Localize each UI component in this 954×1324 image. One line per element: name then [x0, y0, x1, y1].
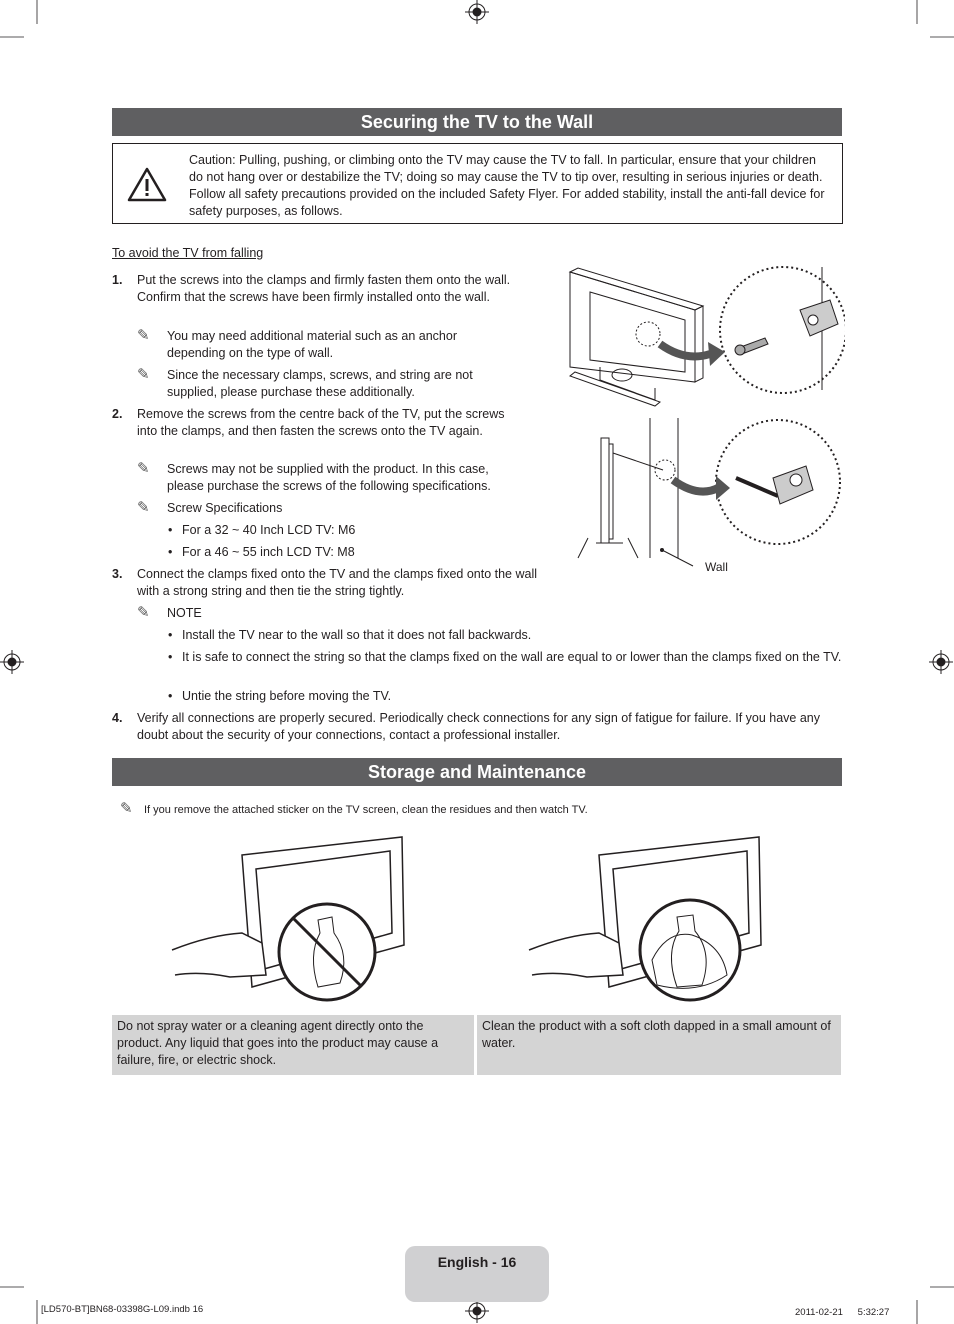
registration-mark-left [0, 650, 24, 674]
caution-text [189, 152, 829, 220]
note-icon: ✎ [137, 460, 150, 477]
bullet-icon: • [168, 689, 173, 703]
subheading-avoid-falling: To avoid the TV from falling [112, 246, 264, 260]
caption-no-spray: Do not spray water or a cleaning agent directly onto the product. Any liquid that goes into the product may cause a failure, fire, or electric shock. [112, 1015, 474, 1075]
note-bullet-2: It is safe to connect the string so that the clamps fixed on the wall are equal to or lower than the clamps fixed on the TV. [182, 650, 842, 664]
section-title-storage: Storage and Maintenance [112, 758, 842, 786]
bullet-icon: • [168, 523, 173, 537]
registration-mark-right [929, 650, 953, 674]
note-3-text: Screws may not be supplied with the product. In this case, please purchase the screws of the following specifications. [167, 462, 491, 493]
page-number-tab [405, 1246, 549, 1302]
step-3-number: 3. [112, 567, 123, 581]
caution-box [112, 143, 843, 224]
bullet-icon: • [168, 628, 173, 642]
warning-icon [127, 166, 167, 202]
step-1-number: 1. [112, 273, 123, 287]
step-3-text: Connect the clamps fixed onto the TV and the clamps fixed onto the wall with a strong string and then tie the string tightly. [137, 567, 537, 598]
caution-body: : Pulling, pushing, or climbing onto the TV may cause the TV to fall. In particular, ensure that your children do not hang over or destabilize the TV; doing so may cause the TV to tip over, resulting in serious injuries or death. Follow all safety precautions provided on the included Safety Flyer. For added stability, install the anti-fall device for safety purposes, as follows. [189, 153, 825, 218]
illustration-side-wall [568, 418, 845, 578]
note-bullet-1: Install the TV near to the wall so that it does not fall backwards. [182, 628, 532, 642]
step-2-number: 2. [112, 407, 123, 421]
note-icon: ✎ [137, 327, 150, 344]
registration-mark-top [465, 0, 489, 24]
section-title-securing: Securing the TV to the Wall [112, 108, 842, 136]
bullet-icon: • [168, 650, 173, 664]
step-2-text: Remove the screws from the centre back of the TV, put the screws into the clamps, and then fasten the screws onto the TV again. [137, 407, 505, 438]
note-2-text: Since the necessary clamps, screws, and string are not supplied, please purchase these additionally. [167, 368, 473, 399]
note-icon: ✎ [137, 366, 150, 383]
illustration-soft-cloth [527, 835, 767, 1005]
note-icon: ✎ [137, 604, 150, 621]
clamp-icon [800, 300, 838, 336]
file-info: [LD570-BT]BN68-03398G-L09.indb 16 [41, 1304, 204, 1315]
step-1-text: Put the screws into the clamps and firmly fasten them onto the wall. Confirm that the screws have been firmly installed onto the wall. [137, 273, 511, 304]
storage-note-text: If you remove the attached sticker on the TV screen, clean the residues and then watch TV. [144, 804, 588, 816]
note-4-text: Screw Specifications [167, 501, 283, 515]
caption-soft-cloth: Clean the product with a soft cloth dapped in a small amount of water. [477, 1015, 841, 1075]
note-bullet-3: Untie the string before moving the TV. [182, 689, 392, 703]
step-4-text: Verify all connections are properly secured. Periodically check connections for any sign of fatigue for failure. If you have any doubt about the security of your connections, contact a professional installer. [137, 711, 821, 742]
bullet-icon: • [168, 545, 173, 559]
illustration-tv-back-clamp [560, 262, 845, 407]
note-icon: ✎ [120, 800, 133, 817]
screw-icon [735, 338, 768, 355]
spec-1-text: For a 32 ~ 40 Inch LCD TV: M6 [182, 523, 356, 537]
note-icon: ✎ [137, 499, 150, 516]
clamp-icon [773, 466, 813, 504]
wall-label: Wall [705, 560, 728, 574]
spec-2-text: For a 46 ~ 55 inch LCD TV: M8 [182, 545, 355, 559]
page-number: English - 16 [437, 1254, 517, 1270]
note-label: NOTE [167, 606, 202, 620]
illustration-no-spray [170, 835, 410, 1005]
registration-mark-bottom [465, 1299, 489, 1323]
caution-label: Caution [189, 153, 233, 167]
date-info: 2011-02-21 5:32:27 [795, 1307, 890, 1318]
note-1-text: You may need additional material such as an anchor depending on the type of wall. [167, 329, 458, 360]
step-4-number: 4. [112, 711, 123, 725]
